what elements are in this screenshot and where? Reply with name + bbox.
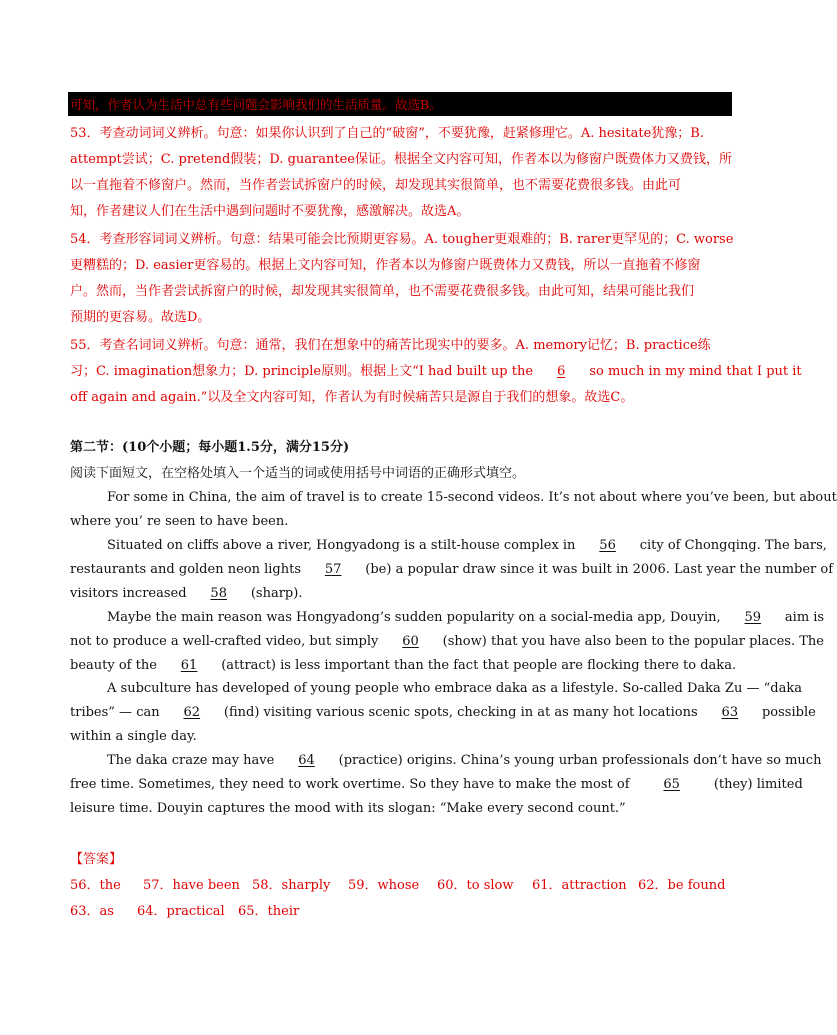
passage-line: where you’ re seen to have been. bbox=[70, 514, 289, 529]
answer-item: 61．attraction bbox=[532, 878, 627, 893]
passage-text: (attract) is less important than the fact that people are flocking there to daka. bbox=[221, 658, 737, 673]
explanation-line: 54．考查形容词词义辨析。句意：结果可能会比预期更容易。A. tougher更艰难的；B. rarer更罕见的；C. worse bbox=[70, 232, 734, 247]
passage-line: A subculture has developed of young people who embrace daka as a lifestyle. So-called Daka Zu — “daka bbox=[107, 681, 802, 696]
passage-text: Maybe the main reason was Hongyadong’s sudden popularity on a social-media app, Douyin, bbox=[107, 610, 721, 625]
passage-text: possible bbox=[761, 705, 816, 720]
answer-item: 58．sharply bbox=[252, 878, 331, 893]
passage-text: restaurants and golden neon lights bbox=[70, 562, 301, 577]
blank-59: 59 bbox=[744, 610, 762, 625]
passage-line bbox=[107, 538, 827, 553]
answer-item: 65．their bbox=[238, 904, 300, 919]
blank-64: 64 bbox=[298, 753, 315, 768]
passage-text: tribes” — can bbox=[70, 705, 160, 720]
section-heading: 第二节：(10个小题；每小题1.5分，满分15分) bbox=[70, 440, 350, 455]
passage-line bbox=[70, 658, 736, 673]
passage-text: (they) limited bbox=[713, 777, 803, 792]
passage-text: aim is bbox=[784, 610, 825, 625]
passage-text: (be) a popular draw since it was built in 2006. Last year the number of bbox=[365, 562, 834, 577]
passage-text: Situated on cliffs above a river, Hongyadong is a stilt-house complex in bbox=[107, 538, 576, 553]
passage-line bbox=[70, 634, 824, 649]
instruction: 阅读下面短文，在空格处填入一个适当的词或使用括号中词语的正确形式填空。 bbox=[70, 466, 526, 481]
blank-58: 58 bbox=[210, 586, 227, 601]
explanation-blank: 6 bbox=[557, 364, 566, 379]
answer-item: 64．practical bbox=[137, 904, 225, 919]
highlighted-top-line bbox=[68, 92, 732, 116]
explanation-line: 更糟糕的；D. easier更容易的。根据上文内容可知，作者本以为修窗户既费体力又费钱，所以一直拖着不修窗 bbox=[70, 258, 701, 273]
passage-text: beauty of the bbox=[70, 658, 157, 673]
blank-60: 60 bbox=[402, 634, 419, 649]
passage-text: not to produce a well-crafted video, but simply bbox=[70, 634, 379, 649]
passage-text: free time. Sometimes, they need to work overtime. So they have to make the most of bbox=[70, 777, 630, 792]
blank-57: 57 bbox=[324, 562, 342, 577]
passage-line: within a single day. bbox=[70, 729, 197, 744]
blank-65: 65 bbox=[663, 777, 680, 792]
passage-line bbox=[107, 610, 824, 625]
answer-heading: 【答案】 bbox=[70, 852, 123, 867]
passage-text: (sharp). bbox=[250, 586, 303, 601]
explanation-line: 户。然而，当作者尝试拆窗户的时候，却发现其实很简单，也不需要花费很多钱。由此可知，结果可能比我们 bbox=[70, 284, 695, 299]
explanation-line: 53．考查动词词义辨析。句意：如果你认识到了自己的“破窗”，不要犹豫，赶紧修理它。A. hesitate犹豫；B. bbox=[70, 126, 704, 141]
passage-line: leisure time. Douyin captures the mood with its slogan: “Make every second count.” bbox=[70, 801, 626, 816]
answer-item: 62．be found bbox=[638, 878, 726, 893]
explanation-line: off again and again.”以及全文内容可知，作者认为有时候痛苦只是源自于我们的想象。故选C。 bbox=[70, 390, 634, 405]
top-line-text: 可知，作者认为生活中总有些问题会影响我们的生活质量。故选B。 bbox=[70, 97, 442, 112]
answer-item: 63．as bbox=[70, 904, 114, 919]
passage-line bbox=[70, 562, 833, 577]
explanation-line: 知，作者建议人们在生活中遇到问题时不要犹豫，感激解决。故选A。 bbox=[70, 204, 470, 219]
passage-text: city of Chongqing. The bars, bbox=[639, 538, 827, 553]
passage-text: (show) that you have also been to the popular places. The bbox=[442, 634, 824, 649]
answer-item: 56．the bbox=[70, 878, 121, 893]
blank-62: 62 bbox=[183, 705, 201, 720]
passage-line bbox=[107, 753, 821, 768]
blank-56: 56 bbox=[599, 538, 616, 553]
explanation-line bbox=[70, 360, 802, 379]
blank-63: 63 bbox=[721, 705, 739, 720]
passage-text: visitors increased bbox=[70, 586, 187, 601]
passage-line bbox=[70, 777, 803, 792]
explanation-line: 以一直拖着不修窗户。然而，当作者尝试拆窗户的时候，却发现其实很简单，也不需要花费很多钱。由此可 bbox=[70, 178, 682, 193]
answer-item: 57．have been bbox=[143, 878, 240, 893]
explanation-line: attempt尝试；C. pretend假装；D. guarantee保证。根据全文内容可知，作者本以为修窗户既费体力又费钱，所 bbox=[70, 152, 732, 167]
passage-text: (find) visiting various scenic spots, checking in at as many hot locations bbox=[223, 705, 698, 720]
passage-text: The daka craze may have bbox=[107, 753, 275, 768]
explanation-text: 习；C. imagination想象力；D. principle原则。根据上文“I had built up the bbox=[70, 364, 534, 379]
blank-61: 61 bbox=[180, 658, 198, 673]
answer-item: 59．whose bbox=[348, 878, 420, 893]
explanation-line: 预期的更容易。故选D。 bbox=[70, 310, 211, 325]
passage-line bbox=[70, 705, 816, 720]
answer-item: 60．to slow bbox=[437, 878, 514, 893]
explanation-text: so much in my mind that I put it bbox=[589, 364, 802, 379]
passage-line bbox=[70, 586, 302, 601]
explanation-line: 55．考查名词词义辨析。句意：通常，我们在想象中的痛苦比现实中的要多。A. memory记忆；B. practice练 bbox=[70, 338, 711, 353]
passage-line: For some in China, the aim of travel is to create 15-second videos. It’s not about where you’ve been, but about bbox=[107, 490, 837, 505]
passage-text: (practice) origins. China’s young urban professionals don’t have so much bbox=[338, 753, 822, 768]
